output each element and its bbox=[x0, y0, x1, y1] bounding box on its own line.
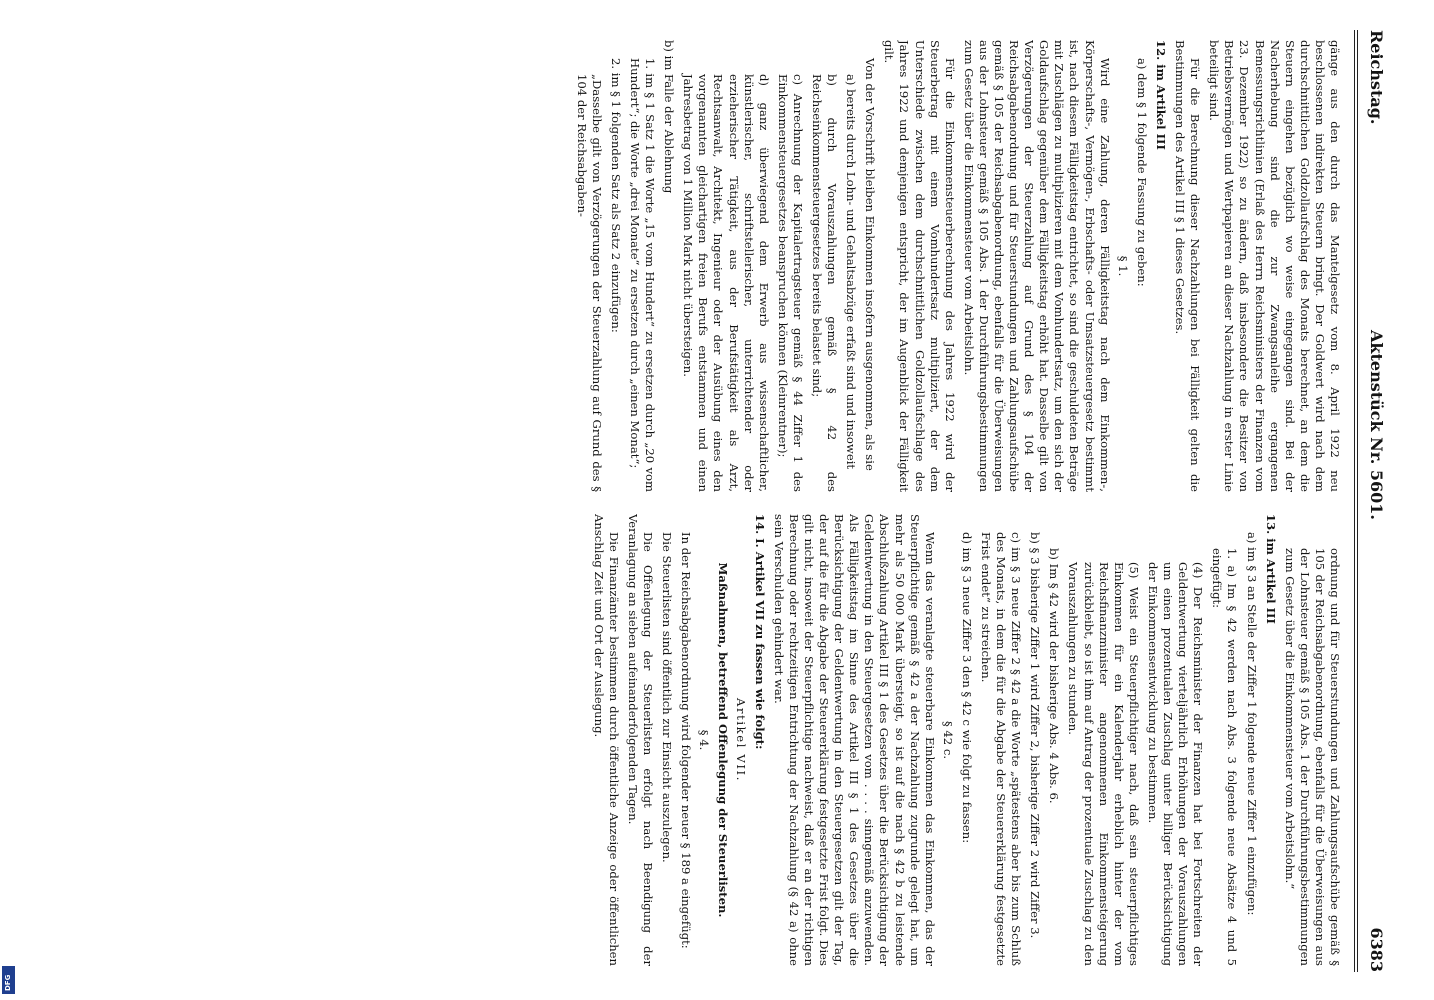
page-number: 6383 bbox=[1367, 927, 1386, 972]
sub-item: c) im § 3 neue Ziffer 2 § 42 a die Worte „spätestens aber bis zum Schluß des Monats, in dem die für die Abgabe der Steuererklärung festgesetzte Frist endet“ zu streichen. bbox=[979, 532, 1024, 966]
paragraph: Für die Einkommensteuerberechnung des Jahres 1922 wird der Steuerbetrag mit einem Vomhundertsatz multipliziert, der dem Unterschiede zwischen dem durchschnittlichen Goldzollaufschlage des Jahres 1922 und demjenigen entspricht, der im Augenblick der Fälligkeit gilt. bbox=[882, 40, 957, 492]
paragraph: In der Reichsabgabenordnung wird folgender neuer § 189 a eingefügt: bbox=[679, 532, 694, 949]
item-heading: 12. im Artikel III bbox=[1153, 40, 1168, 150]
item-heading: 14. I. Artikel VII zu fassen wie folgt: bbox=[752, 514, 767, 750]
running-head bbox=[1362, 30, 1386, 972]
list-item: c) Anrechnung der Kapitalertragsteuer gemäß § 44 Ziffer 1 des Einkommensteuergesetzes beanspruchen können (Kleinrentner); bbox=[775, 74, 805, 492]
quoted-text: „Dasselbe gilt von Verzögerungen der Steuerzahlung auf Grund des § 104 der Reichsabgaben- bbox=[574, 74, 604, 492]
list-item: b) durch Vorauszahlungen gemäß § 42 des Reichseinkommensteuergesetzes bereits belastet sind; bbox=[810, 74, 840, 492]
running-head-section: Reichstag. bbox=[1367, 30, 1386, 125]
list-item: 1. im § 1 Satz 1 die Worte „15 vom Hundert“ zu ersetzen durch „20 vom Hundert“; die Worte „drei Monate“ zu ersetzen durch „einen Monat“; bbox=[627, 58, 658, 492]
paragraph: (4) Der Reichsminister der Finanzen hat bei Fortschreiten der Geldentwertung vierteljährlich Erhöhungen der Vorauszahlungen um einen prozentualen Zuschlag unter billiger Berücksichtigung der Einkommensentwicklung zu bestimmen. bbox=[1145, 562, 1206, 966]
sub-item: b) im Falle der Ablehnung bbox=[662, 40, 677, 194]
paragraph: Für die Berechnung dieser Nachzahlungen bei Fälligkeit gelten die Bestimmungen des Artikel III § 1 dieses Gesetzes. bbox=[1173, 40, 1203, 492]
sub-item: b) § 3 bisherige Ziffer 1 wird Ziffer 2, bisherige Ziffer 2 wird Ziffer 3. bbox=[1028, 532, 1043, 939]
left-column bbox=[62, 40, 1342, 492]
paragraph: gänge aus den durch das Mantelgesetz vom 8. April 1922 neu beschlossenen indirekten Steuern bringt. Der Goldwert wird nach dem durchschnittlichen Goldzollaufschlag des Monats berechnet, an dem die Steuern eingehen bezüglich wo weise eingegangen sind. Bei der Nacherhebung sind die zur Zwangsanleihe ergangenen Bemessungsrichtlinien (Erlaß des Herrn Reichsministers der Finanzen vom 23. Dezember 1922) so zu ändern, daß insbesondere die Besitzer von Betriebsvermögen und Wertpapieren an dieser Nachzahlung in erster Linie beteiligt sind. bbox=[1207, 40, 1342, 492]
paragraph: (5) Weist ein Steuerpflichtiger nach, daß sein steuerpflichtiges Einkommen für ein Kalenderjahr erheblich hinter der vom Reichsfinanzminister angenommenen Einkommensteigerung zurückbleibt, so ist ihm auf Antrag der prozentuale Zuschlag zu den Vorauszahlungen zu stunden. bbox=[1066, 562, 1141, 966]
sub-item: a) dem § 1 folgende Fassung zu geben: bbox=[1134, 58, 1149, 287]
section-heading: § 1. bbox=[1115, 255, 1130, 277]
sub-item: d) im § 3 neue Ziffer 3 den § 42 c wie folgt zu fassen: bbox=[959, 532, 974, 844]
quoted-text: ordnung und für Steuerstundungen und Zahlungsaufschübe gemäß § 105 der Reichsabgabenordnung, ebenfalls für die Überweisungen aus der Lohnsteuer gemäß § 105 Abs. 1 der Durchführungsbestimmungen zum Gesetz über die Einkommensteuer vom Arbeitslohn.“ bbox=[1282, 548, 1342, 966]
list-item: a) bereits durch Lohn- und Gehaltsabzüge erfaßt sind und insoweit bbox=[844, 74, 859, 470]
sub-item: a) im § 3 an Stelle der Ziffer 1 folgende neue Ziffer 1 einzufügen: bbox=[1244, 532, 1259, 916]
header-rule bbox=[1357, 30, 1358, 972]
paragraph: Von der Vorschrift bleiben Einkommen insofern ausgenommen, als sie bbox=[863, 58, 878, 471]
section-heading: § 4. bbox=[697, 729, 712, 751]
list-item: d) ganz überwiegend dem Erwerb aus wissenschaftlicher, künstlerischer, schriftstellerischer, unterrichtender oder erzieherischer Tätigkeit, aus der Berufstätigkeit als Arzt, Rechtsanwalt, Architekt, Ingenieur oder der Ausübung eines den vorgenannten gleichartigen freien Berufs entstammen und einen Jahresbetrag von 1 Million Mark nicht übersteigen. bbox=[681, 74, 771, 492]
paragraph: Die Finanzämter bestimmen durch öffentliche Anzeige oder öffentlichen Anschlag Zeit und Ort der Auslegung. bbox=[591, 514, 621, 966]
list-item: 1. a) Im § 42 werden nach Abs. 3 folgende neue Absätze 4 und 5 eingefügt: bbox=[1210, 548, 1240, 966]
article-title: Maßnahmen, betreffend Offenlegung der Steuerlisten. bbox=[715, 562, 730, 918]
header-rule-thin bbox=[1354, 30, 1355, 972]
list-item: b) Im § 42 wird der bisherige Abs. 4 Abs. 6. bbox=[1047, 548, 1062, 804]
paragraph: Die Offenlegung der Steuerlisten erfolgt nach Beendigung der Veranlagung an sieben aufeinanderfolgenden Tagen. bbox=[626, 514, 656, 966]
article-heading: Artikel VII. bbox=[733, 698, 748, 782]
right-column bbox=[62, 514, 1342, 966]
dfg-logo-text: DFG bbox=[4, 974, 12, 991]
paragraph: Wird eine Zahlung, deren Fälligkeitstag nach dem Einkommen-, Körperschafts-, Vermögen-, Erbschafts- oder Umsatzsteuergesetz bestimmt ist, nach diesem Fälligkeitstag entrichtet, so sind die geschuldeten Beträge mit Zuschlägen zu multiplizieren mit dem Vomhundertsatz, um den sich der Goldaufschlag gegenüber dem Fälligkeitstag erhöht hat. Dasselbe gilt von Verzögerungen der Steuerzahlung auf Grund des § 104 der Reichsabgabenordnung und für Steuerstundungen und Zahlungsaufschübe gemäß § 105 der Reichsabgabenordnung, ebenfalls für die Überweisungen aus der Lohnsteuer gemäß § 105 Abs. 1 der Durchführungsbestimmungen zum Gesetz über die Einkommensteuer vom Arbeitslohn. bbox=[961, 40, 1112, 492]
item-heading: 13. im Artikel III bbox=[1263, 514, 1278, 624]
section-heading: § 42 c. bbox=[940, 720, 955, 760]
list-item: 2. im § 1 folgenden Satz als Satz 2 einzufügen: bbox=[608, 58, 623, 333]
paragraph: Die Steuerlisten sind öffentlich zur Einsicht auszulegen. bbox=[660, 532, 675, 863]
paragraph: Wenn das veranlagte steuerbare Einkommen das Einkommen, das der Steuerpflichtige gemäß § 42 a der Nachzahlung zugrunde gelegt hat, um mehr als 50 000 Mark übersteigt, so ist auf die nach § 42 b zu leistende Abschlußzahlung Artikel III § 1 des Gesetzes über die Berücksichtigung der Geldentwertung in den Steuergesetzen vom . . . . sinngemäß anzuwenden. Als Fälligkeitstag im Sinne des Artikel III § 1 des Gesetzes über die Berücksichtigung der Geldentwertung in den Steuergesetzen gilt der Tag, der auf die für die Abgabe der Steuererklärung festgesetzte Frist folgt. Dies gilt nicht, insoweit der Steuerpflichtige nachweist, daß er an der richtigen Berechnung oder rechtzeitigen Entrichtung der Nachzahlung (§ 42 a) ohne sein Verschulden gehindert war. bbox=[771, 514, 937, 966]
running-head-document-number: Aktenstück Nr. 5601. bbox=[1367, 330, 1386, 520]
